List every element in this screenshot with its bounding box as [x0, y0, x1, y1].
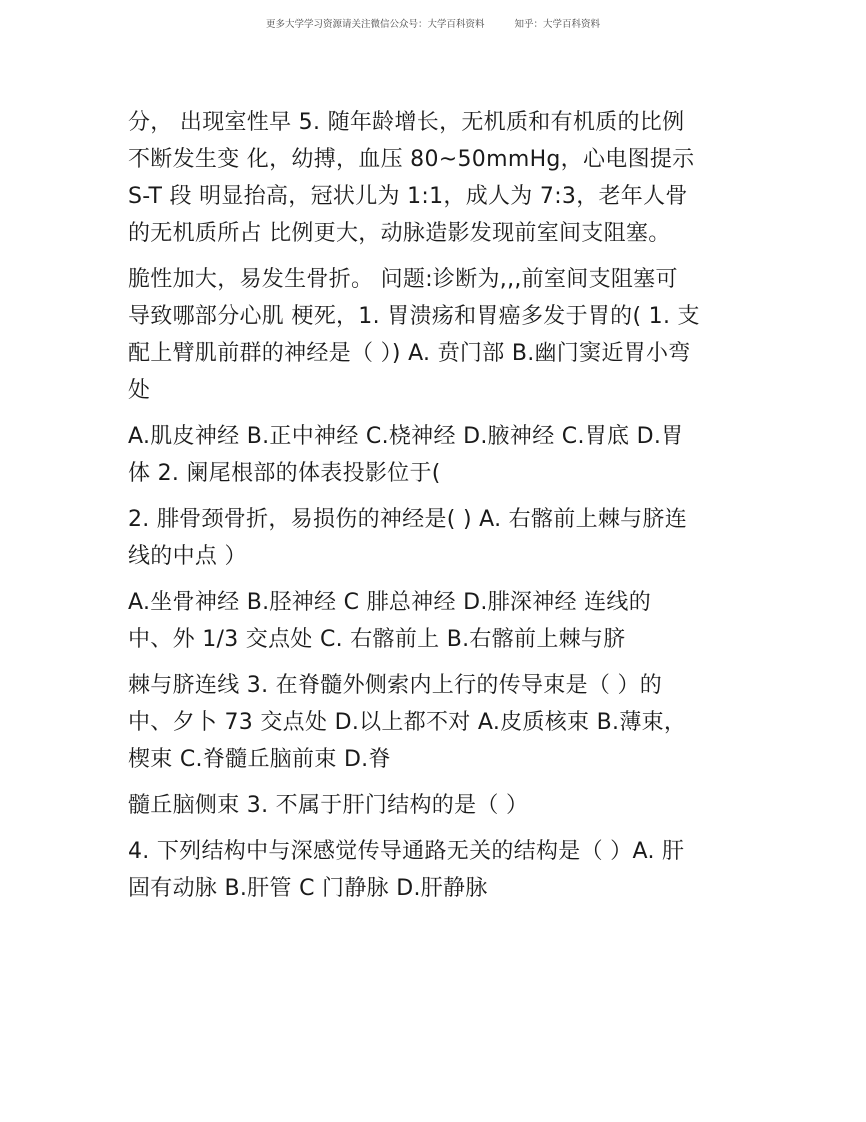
paragraph-4 — [128, 501, 740, 575]
text-line: 中、夕卜 73 交点处 D.以上都不对 A.皮质核束 B.薄束， — [128, 710, 687, 735]
document-body — [128, 104, 740, 916]
paragraph-3 — [128, 418, 740, 492]
text-line: 固有动脉 B.肝管 C 门静脉 D.肝静脉 — [128, 876, 488, 901]
text-line: 体 2. 阑尾根部的体表投影位于( — [128, 461, 441, 486]
text-line: 线的中点 ） — [128, 544, 247, 569]
paragraph-6 — [128, 667, 740, 778]
text-line: 4. 下列结构中与深感觉传导通路无关的结构是（ ）A. 肝 — [128, 839, 685, 864]
header-left-text: 更多大学学习资源请关注微信公众号：大学百科资料 — [265, 19, 485, 30]
text-line: 分， 出现室性早 5. 随年龄增长，无机质和有机质的比例 — [128, 110, 685, 135]
text-line: 棘与脐连线 3. 在脊髓外侧索内上行的传导束是（ ）的 — [128, 673, 663, 698]
page-header — [0, 16, 866, 30]
text-line: 的无机质所占 比例更大，动脉造影发现前室间支阻塞。 — [128, 221, 671, 246]
text-line: S-T 段 明显抬高，冠状儿为 1:1，成人为 7:3，老年人骨 — [128, 184, 688, 209]
paragraph-7 — [128, 787, 740, 824]
paragraph-1 — [128, 104, 740, 252]
paragraph-2 — [128, 261, 740, 409]
text-line: 中、外 1/3 交点处 C. 右髂前上 B.右髂前上棘与脐 — [128, 627, 626, 652]
text-line: A.肌皮神经 B.正中神经 C.桡神经 D.腋神经 C.胃底 D.胃 — [128, 424, 684, 449]
text-line: A.坐骨神经 B.胫神经 C 腓总神经 D.腓深神经 连线的 — [128, 590, 652, 615]
text-line: 处 — [128, 378, 151, 403]
text-line: 2. 腓骨颈骨折，易损伤的神经是( ) A. 右髂前上棘与脐连 — [128, 507, 688, 532]
paragraph-5 — [128, 584, 740, 658]
text-line: 导致哪部分心肌 梗死，1. 胃溃疡和胃癌多发于胃的( 1. 支 — [128, 304, 700, 329]
text-line: 不断发生变 化，幼搏，血压 80~50mmHg，心电图提示 — [128, 147, 695, 172]
text-line: 脆性加大，易发生骨折。 问题:诊断为,,,前室间支阻塞可 — [128, 267, 678, 292]
header-right-text: 知乎：大学百科资料 — [514, 19, 601, 30]
text-line: 髓丘脑侧束 3. 不属于肝门结构的是（ ） — [128, 793, 529, 818]
paragraph-8 — [128, 833, 740, 907]
text-line: 配上臂肌前群的神经是（ ）) A. 贲门部 B.幽门窦近胃小弯 — [128, 341, 691, 366]
text-line: 楔束 C.脊髓丘脑前束 D.脊 — [128, 747, 391, 772]
